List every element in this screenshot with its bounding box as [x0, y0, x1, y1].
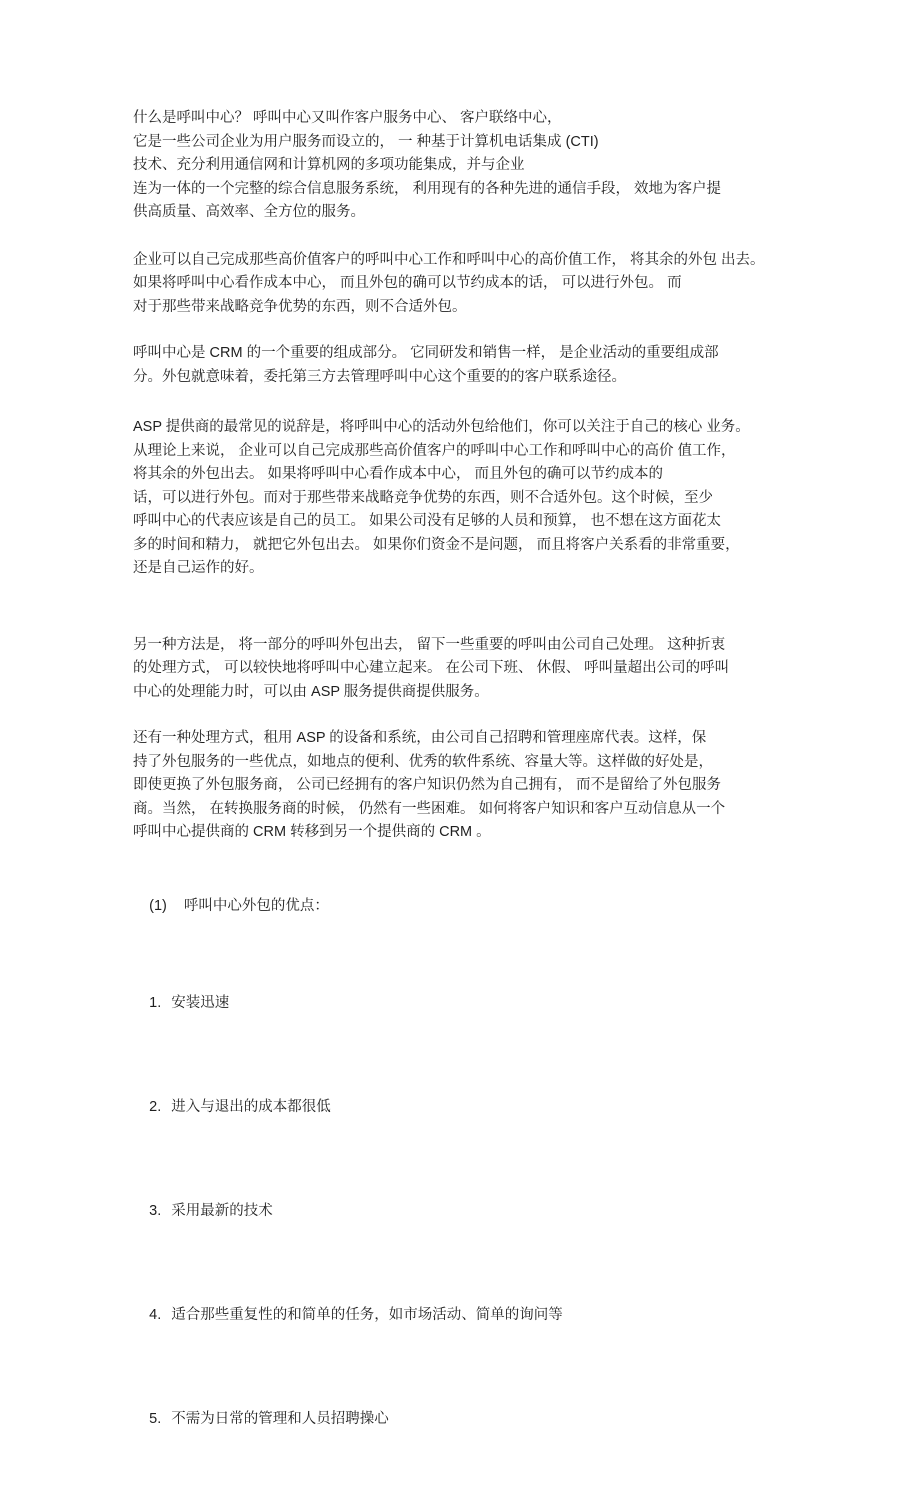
paragraph-partial-outsourcing: [133, 634, 815, 705]
list-item-number: 4.: [149, 1306, 162, 1323]
text-line: 技术、充分利用通信网和计算机网的多项功能集成，并与企业: [133, 157, 525, 173]
list-item-number: 2.: [149, 1098, 162, 1115]
list-heading-text: 呼叫中心外包的优点：: [183, 898, 329, 914]
list-item: [133, 1280, 815, 1351]
paragraph-high-value-outsourcing: [133, 249, 815, 320]
list-item-text: 进入与退出的成本都很低: [171, 1098, 331, 1115]
list-item-text: 采用最新的技术: [171, 1202, 273, 1219]
list-heading-number: (1): [149, 898, 167, 914]
list-item-number: 1.: [149, 994, 162, 1011]
text-line: 即使更换了外包服务商， 公司已经拥有的客户知识仍然为自己拥有， 而不是留给了外包服务: [133, 777, 722, 793]
list-item-text: 不需为日常的管理和人员招聘操心: [171, 1410, 389, 1427]
paragraph-asp-pitch: [133, 416, 815, 581]
text-line: ASP 提供商的最常见的说辞是，将呼叫中心的活动外包给他们，你可以关注于自己的核心 业务。: [133, 419, 750, 435]
text-line: 还是自己运作的好。: [133, 560, 264, 576]
text-line: 中心的处理能力时，可以由 ASP 服务提供商提供服务。: [133, 683, 489, 700]
paragraph-crm-component: [133, 342, 815, 389]
text-line: 的处理方式， 可以较快地将呼叫中心建立起来。 在公司下班、 休假、 呼叫量超出公司的呼叫: [133, 660, 730, 676]
list-item-text: 适合那些重复性的和简单的任务，如市场活动、简单的询问等: [171, 1306, 563, 1323]
text-line: 如果将呼叫中心看作成本中心， 而且外包的确可以节约成本的话， 可以进行外包。 而: [133, 275, 682, 291]
text-line: 另一种方法是， 将一部分的呼叫外包出去， 留下一些重要的呼叫由公司自己处理。 这种折衷: [133, 636, 726, 653]
text-line: 话，可以进行外包。而对于那些带来战略竞争优势的东西，则不合适外包。这个时候，至少: [133, 489, 713, 506]
list-item: [133, 1176, 815, 1247]
list-item: [133, 1384, 815, 1455]
list-item-text: 安装迅速: [171, 994, 230, 1011]
list-heading-advantages: [133, 872, 815, 943]
list-item-number: 5.: [149, 1410, 162, 1427]
text-line: 商。当然， 在转换服务商的时候， 仍然有一些困难。 如何将客户知识和客户互动信息从一个: [133, 800, 726, 817]
list-item: [133, 1072, 815, 1143]
text-line: 持了外包服务的一些优点，如地点的便利、优秀的软件系统、容量大等。这样做的好处是，: [133, 753, 713, 770]
text-line: 它是一些公司企业为用户服务而设立的， 一 种基于计算机电话集成 (CTI): [133, 133, 599, 150]
paragraph-what-is-call-center: [133, 107, 815, 225]
text-line: 呼叫中心的代表应该是自己的员工。 如果公司没有足够的人员和预算， 也不想在这方面花太: [133, 513, 722, 529]
text-line: 呼叫中心提供商的 CRM 转移到另一个提供商的 CRM 。: [133, 824, 491, 840]
text-line: 对于那些带来战略竞争优势的东西，则不合适外包。: [133, 298, 467, 315]
text-line: 多的时间和精力， 就把它外包出去。 如果你们资金不是问题， 而且将客户关系看的非常重要，: [133, 536, 740, 553]
document-body: [133, 107, 815, 1488]
text-line: 企业可以自己完成那些高价值客户的呼叫中心工作和呼叫中心的高价值工作， 将其余的外包 出去。: [133, 251, 765, 268]
text-line: 将其余的外包出去。 如果将呼叫中心看作成本中心， 而且外包的确可以节约成本的: [133, 466, 664, 482]
list-item-number: 3.: [149, 1202, 162, 1219]
paragraph-rent-asp-equipment: [133, 727, 815, 845]
text-line: 从理论上来说， 企业可以自己完成那些高价值客户的呼叫中心工作和呼叫中心的高价 值工作，: [133, 442, 736, 459]
text-line: 呼叫中心是 CRM 的一个重要的组成部分。 它同研发和销售一样， 是企业活动的重要组成部: [133, 345, 719, 361]
text-line: 还有一种处理方式，租用 ASP 的设备和系统，由公司自己招聘和管理座席代表。这样，保: [133, 730, 707, 746]
text-line: 分。外包就意味着，委托第三方去管理呼叫中心这个重要的的客户联系途径。: [133, 368, 626, 385]
text-line: 供高质量、高效率、全方位的服务。: [133, 204, 365, 220]
text-line: 连为一体的一个完整的综合信息服务系统， 利用现有的各种先进的通信手段， 效地为客户提: [133, 180, 722, 197]
list-item: [133, 968, 815, 1039]
text-line: 什么是呼叫中心？ 呼叫中心又叫作客户服务中心、 客户联络中心，: [133, 110, 562, 126]
